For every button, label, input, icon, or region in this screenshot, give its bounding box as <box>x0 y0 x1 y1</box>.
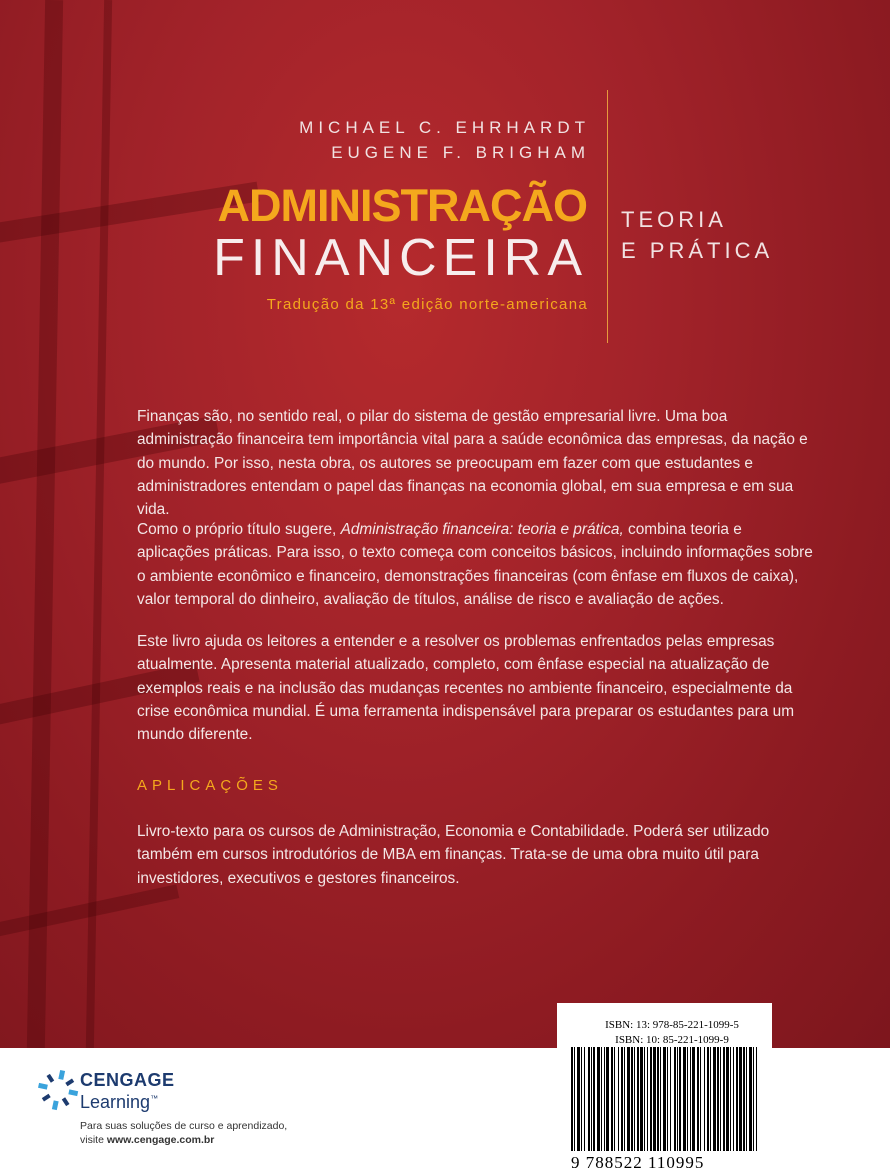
subtitle-line1: TEORIA <box>621 207 727 232</box>
publisher-tagline: Para suas soluções de curso e aprendizado, <box>80 1120 288 1132</box>
description-paragraph: Finanças são, no sentido real, o pilar do sistema de gestão empresarial livre. Uma boa administração financeira tem importância vital para a saúde econômica das empresas, da nação e do mundo. Por isso, nesta obra, os autores se preocupam em fazer com que estudantes e administradores entendam o papel das finanças na economia global, em sua empresa e em sua vida. <box>137 408 808 519</box>
isbn10-label: ISBN: 10: 85-221-1099-9 <box>615 1034 729 1046</box>
book-title-line2: FINANCEIRA <box>213 229 588 287</box>
book-title-italic: Administração financeira: teoria e prática, <box>340 521 624 538</box>
background-beam <box>86 0 112 1048</box>
isbn13-label: ISBN: 13: 978-85-221-1099-5 <box>605 1019 739 1031</box>
publisher-tagline <box>80 1134 214 1146</box>
author-name: MICHAEL C. EHRHARDT <box>299 118 590 137</box>
trademark-mark: ™ <box>150 1094 159 1103</box>
applications-paragraph: Livro-texto para os cursos de Administração, Economia e Contabilidade. Poderá ser utilizado também em cursos introdutórios de MBA em finanças. Trata-se de uma obra muito útil para investidores, executivos e gestores financeiros. <box>137 823 770 887</box>
publisher-subname <box>80 1092 158 1113</box>
subtitle-line2: E PRÁTICA <box>621 238 774 263</box>
barcode-icon <box>571 1047 761 1151</box>
description-paragraph <box>137 518 817 611</box>
publisher-url[interactable]: www.cengage.com.br <box>106 1134 215 1146</box>
publisher-subname-text: Learning <box>80 1092 151 1112</box>
publisher-name: CENGAGE <box>80 1070 175 1090</box>
paragraph-text: combina teoria e aplicações práticas. Para isso, o texto começa com conceitos básicos, incluindo informações sobre o ambiente econômico e financeiro, demonstrações financeiras (com ênfase em fluxos de caixa), valor temporal do dinheiro, avaliação de títulos, análise de risco e avaliação de ações. <box>137 521 813 608</box>
publisher-tagline-prefix: visite <box>80 1134 107 1146</box>
book-title-line1: ADMINISTRAÇÃO <box>217 180 587 231</box>
title-divider <box>607 90 608 343</box>
cengage-star-icon <box>36 1068 80 1112</box>
background-beam <box>27 0 63 1048</box>
isbn-box <box>557 1003 772 1176</box>
applications-heading: APLICAÇÕES <box>137 777 283 794</box>
barcode-digits: 9 788522 110995 <box>571 1153 705 1172</box>
author-name: EUGENE F. BRIGHAM <box>331 143 590 162</box>
description-paragraph: Este livro ajuda os leitores a entender e a resolver os problemas enfrentados pelas empresas atualmente. Apresenta material atualizado, completo, com ênfase especial na atualização de exemplos reais e na inclusão das mudanças recentes no ambiente financeiro, especialmente da crise econômica mundial. É uma ferramenta indispensável para preparar os estudantes para um mundo diferente. <box>137 633 795 744</box>
translation-note: Tradução da 13ª edição norte-americana <box>266 296 588 313</box>
paragraph-text: Como o próprio título sugere, <box>137 521 341 538</box>
